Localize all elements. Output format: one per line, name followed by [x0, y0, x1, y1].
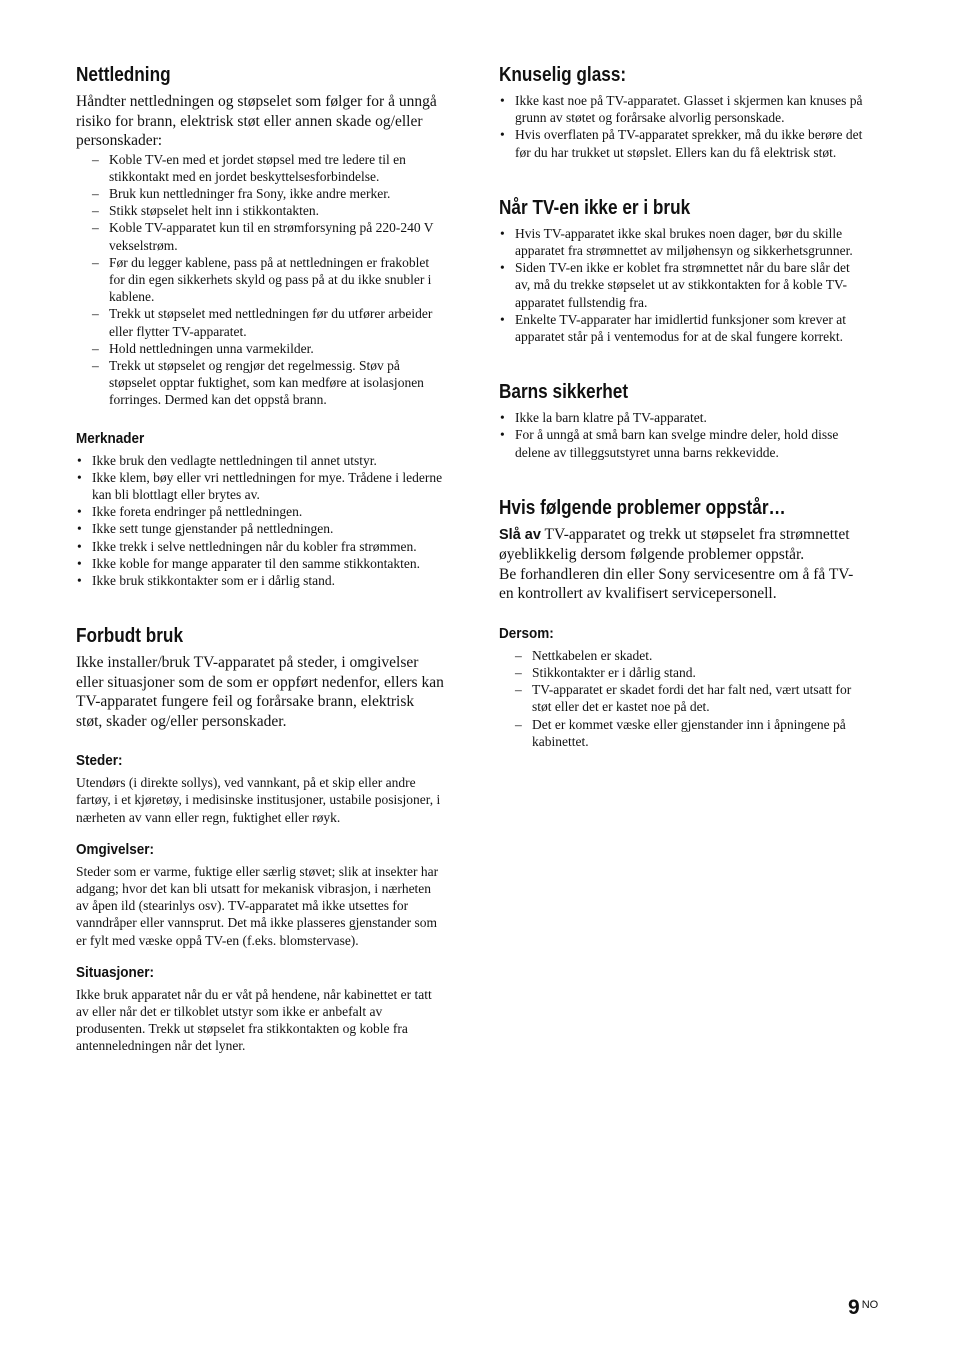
subheading-omgivelser: Omgivelser: — [76, 840, 155, 858]
list-item: • For å unngå at små barn kan svelge mindre deler, hold disse delene av tilleggsutstyret unna barns rekkevidde. — [499, 426, 867, 460]
list-item: – Koble TV-apparatet kun til en strømforsyning på 220-240 V vekselstrøm. — [76, 219, 444, 253]
sla-av-emphasis: Slå av — [499, 526, 541, 543]
section-heading-barns-sikkerhet: Barns sikkerhet — [499, 381, 629, 404]
list-item: – Stikkontakter er i dårlig stand. — [499, 664, 867, 681]
list-item: • Ikke foreta endringer på nettledningen. — [76, 503, 444, 520]
merknader-list — [76, 452, 444, 590]
list-item: – Nettkabelen er skadet. — [499, 647, 867, 664]
right-column — [499, 62, 867, 750]
list-item: – Stikk støpselet helt inn i stikkontakten. — [76, 202, 444, 219]
subheading-dersom: Dersom: — [499, 624, 554, 642]
list-item: • Ikke kast noe på TV-apparatet. Glasset i skjermen kan knuses på grunn av støtet og forårsake alvorlig personskade. — [499, 92, 867, 126]
list-item: – Trekk ut støpselet med nettledningen før du utfører arbeider eller flytter TV-apparatet. — [76, 305, 444, 339]
list-item: • Ikke sett tunge gjenstander på nettledningen. — [76, 520, 444, 537]
nettledning-intro: Håndter nettledningen og støpselet som følger for å unngå risiko for brann, elektrisk støt eller annen skade og/eller personskader: — [76, 93, 437, 149]
subheading-merknader: Merknader — [76, 429, 145, 447]
list-item: – Koble TV-en med et jordet støpsel med tre ledere til en stikkontakt med en jordet beskyttelsesforbindelse. — [76, 151, 444, 185]
list-item: – Før du legger kablene, pass på at nettledningen er frakoblet for din egen sikkerhets skyld og pass på at du ikke snubler i kablene. — [76, 254, 444, 306]
subheading-situasjoner: Situasjoner: — [76, 963, 155, 981]
forbudt-bruk-intro: Ikke installer/bruk TV-apparatet på steder, i omgivelser eller situasjoner som de som er oppført nedenfor, ellers kan TV-apparatet fungere feil og forårsake brann, elektrisk støt, skader og/eller personskader. — [76, 654, 444, 730]
language-code: NO — [861, 1299, 879, 1311]
left-column — [76, 62, 444, 1055]
page-number-value: 9 — [848, 1296, 860, 1319]
problemer-intro — [499, 525, 867, 565]
steder-text: Utendørs (i direkte sollys), ved vannkant, på et skip eller andre fartøy, i et kjøretøy, i medisinske institusjoner, ustabile posisjoner, i nærheten av vann eller regn, fuktighet eller røyk. — [76, 775, 441, 825]
problemer-intro-rest: TV-apparatet og trekk ut støpselet fra strømnettet øyeblikkelig dersom følgende problemer oppstår. — [499, 525, 850, 564]
list-item: • Ikke la barn klatre på TV-apparatet. — [499, 409, 867, 426]
list-item: • Ikke klem, bøy eller vri nettledningen for mye. Trådene i lederne kan bli blottlagt eller brytes av. — [76, 469, 444, 503]
list-item: • Hvis overflaten på TV-apparatet sprekker, må du ikke berøre det før du har trukket ut støpslet. Ellers kan du få elektrisk støt. — [499, 126, 867, 160]
section-heading-problemer: Hvis følgende problemer oppstår… — [499, 496, 786, 519]
list-item: • Ikke trekk i selve nettledningen når du kobler fra strømmen. — [76, 538, 444, 555]
omgivelser-text: Steder som er varme, fuktige eller særlig støvet; slik at insekter har adgang; hvor det kan bli utsatt for mekanisk vibrasjon, i nærheten av åpen ild (stearinlys osv). TV-apparatet må ikke utsettes for vanndråper eller vannsprut. Det må ikke plasseres gjenstander som er fylt med væske oppå TV-en (f.eks. blomstervase). — [76, 863, 439, 948]
section-heading-nettledning: Nettledning — [76, 64, 171, 86]
dersom-list — [499, 647, 867, 750]
problemer-intro-2: Be forhandleren din eller Sony servicesentre om å få TV-en kontrollert av kvalifisert servicepersonell. — [499, 565, 854, 603]
section-heading-ikke-i-bruk: Når TV-en ikke er i bruk — [499, 196, 691, 219]
page-number — [848, 1296, 878, 1320]
list-item: – Bruk kun nettledninger fra Sony, ikke andre merker. — [76, 185, 444, 202]
list-item: • Siden TV-en ikke er koblet fra strømnettet når du bare slår det av, må du trekke støpselet ut av stikkontakten for å koble TV-apparatet fullstendig fra. — [499, 259, 867, 311]
nettledning-list — [76, 151, 444, 409]
list-item: • Hvis TV-apparatet ikke skal brukes noen dager, bør du skille apparatet fra strømnettet av miljøhensyn og sikkerhetsgrunner. — [499, 225, 867, 259]
list-item: – TV-apparatet er skadet fordi det har falt ned, vært utsatt for støt eller det er kastet noe på det. — [499, 681, 867, 715]
barns-sikkerhet-list — [499, 409, 867, 461]
list-item: • Enkelte TV-apparater har imidlertid funksjoner som krever at apparatet står på i ventemodus for at de skal fungere korrekt. — [499, 311, 867, 345]
section-heading-forbudt-bruk: Forbudt bruk — [76, 625, 184, 648]
situasjoner-text: Ikke bruk apparatet når du er våt på hendene, når kabinettet er tatt av eller når det er tilkoblet utstyr som ikke er anbefalt av produsenten. Trekk ut støpselet fra stikkontakten og koble fra antenneledningen når det lyner. — [76, 986, 432, 1054]
list-item: • Ikke bruk den vedlagte nettledningen til annet utstyr. — [76, 452, 444, 469]
section-heading-knuselig-glass: Knuselig glass: — [499, 64, 627, 86]
list-item: – Hold nettledningen unna varmekilder. — [76, 340, 444, 357]
ikke-i-bruk-list — [499, 225, 867, 345]
list-item: – Det er kommet væske eller gjenstander inn i åpningene på kabinettet. — [499, 716, 867, 750]
list-item: • Ikke bruk stikkontakter som er i dårlig stand. — [76, 572, 444, 589]
subheading-steder: Steder: — [76, 752, 123, 770]
list-item: – Trekk ut støpselet og rengjør det regelmessig. Støv på støpselet opptar fuktighet, som kan medføre at isolasjonen forringes. Dermed kan det oppstå brann. — [76, 357, 444, 409]
list-item: • Ikke koble for mange apparater til den samme stikkontakten. — [76, 555, 444, 572]
knuselig-glass-list — [499, 92, 867, 161]
